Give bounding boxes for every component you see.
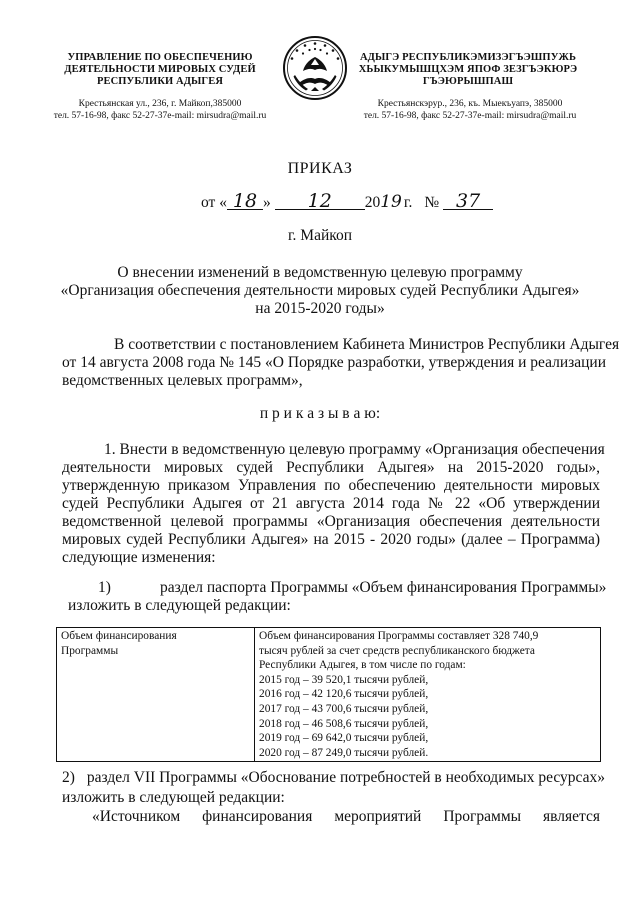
subitem-continuation: изложить в следующей редакции:: [68, 597, 291, 614]
cell-line: Республики Адыгея, в том числе по годам:: [259, 659, 466, 672]
subitem-continuation: изложить в следующей редакции:: [62, 789, 285, 806]
subitem-1: [62, 579, 607, 615]
cell-line: Объем финансирования Программы составляет 328 740,9: [259, 630, 539, 642]
address-line: Крестьянская ул., 236, г. Майкоп,385000: [78, 99, 242, 109]
agency-name-line: УПРАВЛЕНИЕ ПО ОБЕСПЕЧЕНИЮ: [67, 52, 253, 63]
subitem-text: раздел паспорта Программы «Объем финансирования Программы»: [160, 579, 607, 596]
order-number-handwritten: 37: [443, 193, 493, 210]
date-year-prefix: 20: [364, 194, 381, 211]
subitem-line: [62, 579, 607, 597]
agency-name-line: АДЫГЭ РЕСПУБЛИКЭМИЗЭГЪЭШПУЖЬ: [359, 52, 577, 63]
agency-name-adyghe: [348, 52, 588, 88]
word: Программы: [443, 808, 522, 825]
table-row: [57, 628, 601, 762]
date-mid: »: [262, 194, 271, 211]
preamble-line: от 14 августа 2008 года № 145 «О Порядке разработки, утверждения и реализации: [62, 354, 607, 371]
paragraph-line: деятельности мировых судей Республики Адыгея» на 2015-2020 годы»,: [62, 459, 600, 476]
agency-name-line: РЕСПУБЛИКИ АДЫГЕЯ: [96, 76, 224, 87]
word: финансирования: [202, 808, 313, 825]
contacts-line: тел. 57-16-98, факс 52-27-37e-mail: mirsudra@mail.ru: [53, 111, 267, 121]
word: мероприятий: [334, 808, 422, 825]
cell-line: 2020 год – 87 249,0 тысячи рублей.: [259, 746, 429, 759]
paragraph-line: судей Республики Адыгея от 21 августа 2014 года № 22 «Об утверждении: [62, 495, 600, 512]
item-1-paragraph: [62, 441, 605, 567]
date-year-handwritten: 19: [380, 192, 402, 212]
paragraph-line: утвержденную приказом Управления по обеспечению деятельности мировых: [62, 477, 600, 494]
subitem-2: [62, 769, 605, 807]
subitem-line: [62, 769, 605, 787]
cell-line: Программы: [61, 644, 119, 657]
order-subject: [0, 264, 640, 318]
final-line: [92, 808, 600, 826]
paragraph-line: 1. Внести в ведомственную целевую программу «Организация обеспечения: [104, 441, 605, 458]
cell-line: 2016 год – 42 120,6 тысячи рублей,: [259, 688, 429, 701]
table-cell-value: [255, 628, 601, 762]
preamble: [62, 336, 620, 390]
preamble-line: В соответствии с постановлением Кабинета Министров Республики Адыгея: [114, 336, 620, 353]
document-title: ПРИКАЗ: [287, 160, 353, 177]
subitem-text: раздел VII Программы «Обоснование потребностей в необходимых ресурсах»: [86, 769, 605, 786]
address-line: Крестьянскэрур., 236, къ. Мыекъуапэ, 385000: [377, 99, 563, 109]
preamble-line: ведомственных целевых программ»,: [62, 372, 303, 389]
date-year-suffix: г.: [403, 194, 413, 211]
agency-name-line: ГЪЭЮРЫШПАШ: [422, 76, 514, 87]
paragraph-line: следующие изменения:: [62, 549, 216, 566]
agency-name-line: ДЕЯТЕЛЬНОСТИ МИРОВЫХ СУДЕЙ: [64, 64, 256, 75]
financing-table: [56, 627, 601, 762]
coat-of-arms-emblem: [281, 35, 349, 101]
cell-line: 2018 год – 46 508,6 тысячи рублей,: [259, 717, 429, 730]
subject-line: на 2015-2020 годы»: [255, 300, 385, 317]
order-date-and-number: [201, 190, 493, 212]
subject-line: «Организация обеспечения деятельности мировых судей Республики Адыгея»: [60, 282, 580, 299]
cell-line: тысяч рублей за счет средств республиканского бюджета: [259, 644, 535, 657]
directive: п р и к а з ы в а ю:: [259, 405, 381, 422]
agency-address-russian: [36, 98, 284, 122]
subject-line: О внесении изменений в ведомственную целевую программу: [117, 264, 523, 281]
city: г. Майкоп: [287, 227, 353, 244]
agency-address-adyghe: [346, 98, 594, 122]
table-cell-label: [57, 628, 255, 762]
cell-line: 2015 год – 39 520,1 тысячи рублей,: [259, 673, 429, 686]
date-month-handwritten: 12: [275, 193, 365, 210]
number-label: №: [424, 194, 440, 211]
paragraph-line: ведомственной целевой программы «Организация обеспечения деятельности: [62, 513, 600, 530]
cell-line: Объем финансирования: [61, 630, 177, 642]
paragraph-line: мировых судей Республики Адыгея» на 2015 - 2020 годы» (далее – Программа): [62, 531, 600, 548]
subitem-number: 2): [62, 769, 75, 786]
agency-name-russian: [40, 52, 280, 88]
word: «Источником: [92, 808, 181, 825]
cell-line: 2017 год – 43 700,6 тысячи рублей,: [259, 702, 429, 715]
agency-name-line: ХЬЫКУМЫШЦХЭМ ЯПОФ ЗЕЗГЪЭКЮРЭ: [358, 64, 578, 75]
subitem-number: 1): [98, 579, 111, 596]
cell-line: 2019 год – 69 642,0 тысячи рублей,: [259, 732, 429, 745]
word: является: [543, 808, 600, 825]
date-day-handwritten: 18: [227, 193, 263, 210]
date-prefix: от «: [201, 194, 227, 211]
contacts-line: тел. 57-16-98, факс 52-27-37e-mail: mirsudra@mail.ru: [363, 111, 577, 121]
